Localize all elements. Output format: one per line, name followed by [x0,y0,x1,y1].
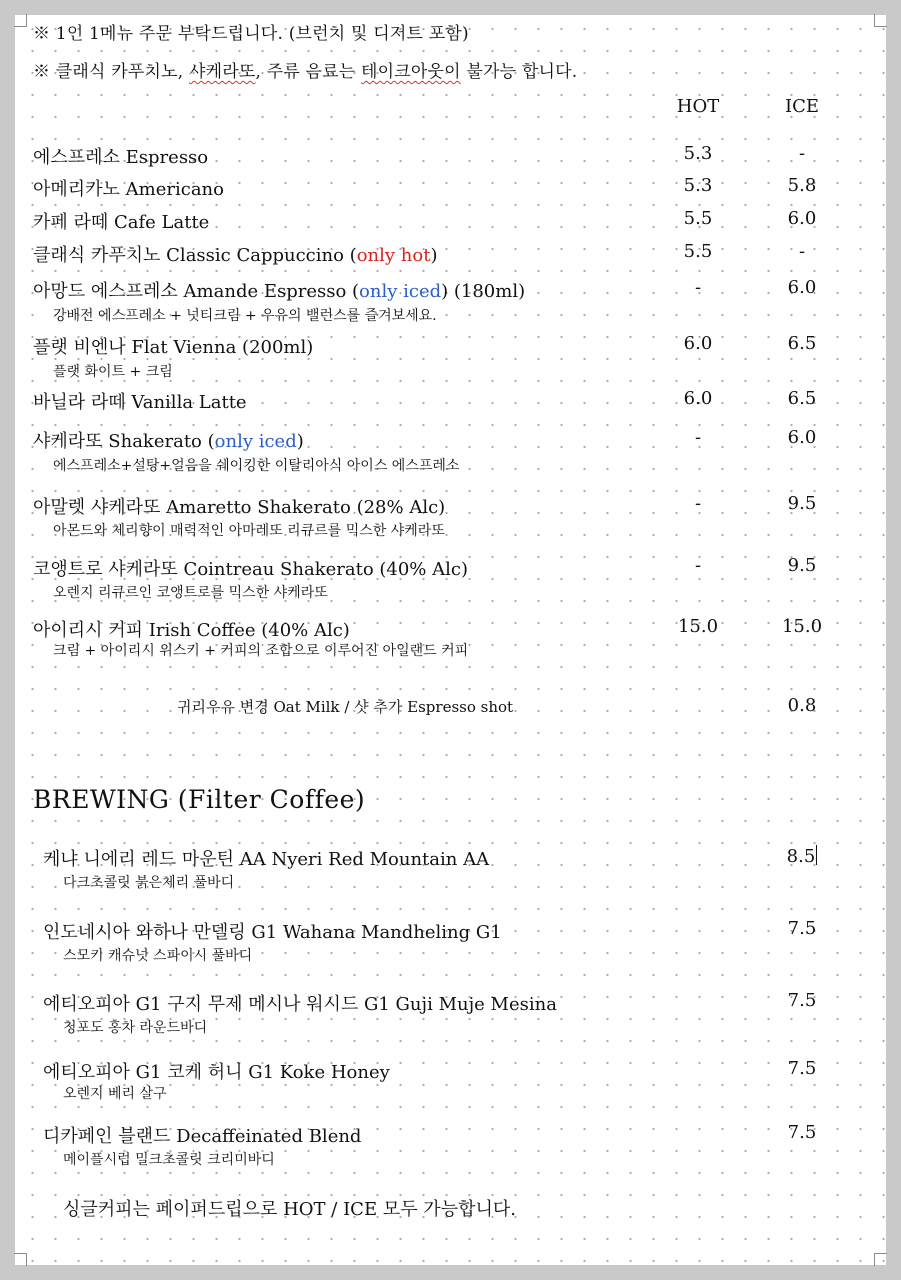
menu-item-name-text: 클래식 카푸치노 Classic Cappuccino ( [33,245,357,266]
brewing-item-name: 인도네시아 와하나 만델링 G1 Wahana Mandheling G1 [43,922,502,943]
menu-item-description: 에스프레소+설탕+얼음을 쉐이킹한 이탈리아식 아이스 에스프레소 [53,458,460,474]
menu-item-hot-price: 6.0 [683,388,713,409]
menu-item-name-text: 샤케라또 Shakerato ( [33,431,215,452]
menu-item-hot-price: 15.0 [677,616,719,637]
menu-item-hot-price: 5.3 [683,143,713,164]
menu-item-description: 오렌지 리큐르인 코앵트로를 믹스한 샤케라또 [53,585,328,601]
crop-mark [14,1253,27,1266]
text-cursor [816,845,817,865]
extra-option-price: 0.8 [787,695,817,716]
brewing-item-name: 에티오피아 G1 코케 허니 G1 Koke Honey [43,1062,390,1083]
takeout-note-part: 테이크아웃이 [361,62,461,82]
menu-item-ice-price: 6.5 [787,388,817,409]
menu-item-name-suffix: ) (180ml) [441,281,526,302]
menu-item-ice-price: 9.5 [787,493,817,514]
takeout-note-part: ※ 클래식 카푸치노, [33,62,189,82]
only-iced-tag: only iced [214,431,297,452]
brewing-item-price: 7.5 [787,918,817,939]
menu-item-ice-price: 15.0 [781,616,823,637]
menu-item-name: 아말렛 샤케라또 Amaretto Shakerato (28% Alc) [33,497,446,518]
menu-item-hot-price: 5.3 [683,175,713,196]
only-iced-tag: only iced [359,281,442,302]
menu-item-name: 에스프레소 Espresso [33,147,209,168]
menu-item-description: 플랫 화이트 + 크림 [53,364,173,380]
menu-item-ice-price: 6.5 [787,333,817,354]
only-hot-tag: only hot [356,245,431,266]
menu-item-hot-price: 6.0 [683,333,713,354]
menu-item-hot-price: 5.5 [683,208,713,229]
brewing-section-title: BREWING (Filter Coffee) [33,785,366,814]
brewing-item-price: 7.5 [787,990,817,1011]
menu-item-name [33,277,525,303]
menu-item-name [33,427,304,453]
brewing-item-price: 7.5 [787,1122,817,1143]
menu-item-ice-price: 5.8 [787,175,817,196]
menu-item-name: 플랫 비엔나 Flat Vienna (200ml) [33,337,314,358]
menu-item-hot-price: 5.5 [683,241,713,262]
brewing-item-name: 케냐 니에리 레드 마운틴 AA Nyeri Red Mountain AA [43,849,490,870]
menu-item-description: 크림 + 아이리시 위스키 + 커피의 조합으로 이루어진 아일랜드 커피 [53,643,469,659]
brewing-item-description: 메이플시럽 밀크초콜릿 크리미바디 [63,1152,275,1168]
brewing-footer-note: 싱글커피는 페이퍼드립으로 HOT / ICE 모두 가능합니다. [63,1199,516,1220]
takeout-note-part: , 주류 음료는 [255,62,362,82]
menu-item-ice-price: 6.0 [787,427,817,448]
menu-item-description: 아몬드와 체리향이 매력적인 아마레또 리큐르를 믹스한 샤케라또 [53,523,445,539]
ice-column-header: ICE [784,96,820,117]
menu-item-hot-price: - [694,555,702,576]
takeout-note-part: 샤케라또 [188,62,256,82]
brewing-item-description: 다크초콜릿 붉은체리 풀바디 [63,875,235,891]
menu-item-ice-price: - [798,143,806,164]
menu-item-ice-price: 6.0 [787,208,817,229]
menu-item-hot-price: - [694,277,702,298]
takeout-note-part: 불가능 합니다. [460,62,578,82]
menu-item-ice-price: - [798,241,806,262]
menu-item-name: 코앵트로 샤케라또 Cointreau Shakerato (40% Alc) [33,559,468,580]
takeout-note [33,57,577,82]
extra-option-label: 귀리우유 변경 Oat Milk / 샷 추가 Espresso shot [177,698,514,716]
menu-item-ice-price: 9.5 [787,555,817,576]
brewing-item-description: 청포도 홍차 라운드바디 [63,1020,208,1036]
brewing-item-name: 에티오피아 G1 구지 무제 메시나 워시드 G1 Guji Muje Mesina [43,994,557,1015]
menu-item-description: 강배전 에스프레소 + 넛티크림 + 우유의 밸런스를 즐겨보세요. [53,308,437,324]
crop-mark [14,14,27,27]
menu-item-hot-price: - [694,427,702,448]
menu-item-name [33,241,437,267]
menu-item-name-suffix: ) [296,431,304,452]
brewing-item-price-text: 8.5 [786,846,816,867]
crop-mark [874,14,887,27]
menu-item-name: 아메리카노 Americano [33,179,224,200]
menu-item-name-text: 아망드 에스프레소 Amande Espresso ( [33,281,360,302]
order-note: ※ 1인 1메뉴 주문 부탁드립니다. (브런치 및 디저트 포함) [33,24,469,44]
menu-item-name-suffix: ) [430,245,438,266]
crop-mark [874,1253,887,1266]
menu-item-ice-price: 6.0 [787,277,817,298]
menu-document [15,15,886,1265]
brewing-item-price [767,845,837,867]
brewing-item-description: 오렌지 베리 살구 [63,1086,167,1102]
hot-column-header: HOT [676,96,720,117]
menu-item-name: 바닐라 라떼 Vanilla Latte [33,392,247,413]
brewing-item-price: 7.5 [787,1058,817,1079]
menu-item-name: 카페 라떼 Cafe Latte [33,212,210,233]
brewing-item-name: 디카페인 블랜드 Decaffeinated Blend [43,1126,362,1147]
brewing-item-description: 스모키 캐슈넛 스파이시 풀바디 [63,948,253,964]
menu-item-name: 아이리시 커피 Irish Coffee (40% Alc) [33,620,350,641]
menu-item-hot-price: - [694,493,702,514]
